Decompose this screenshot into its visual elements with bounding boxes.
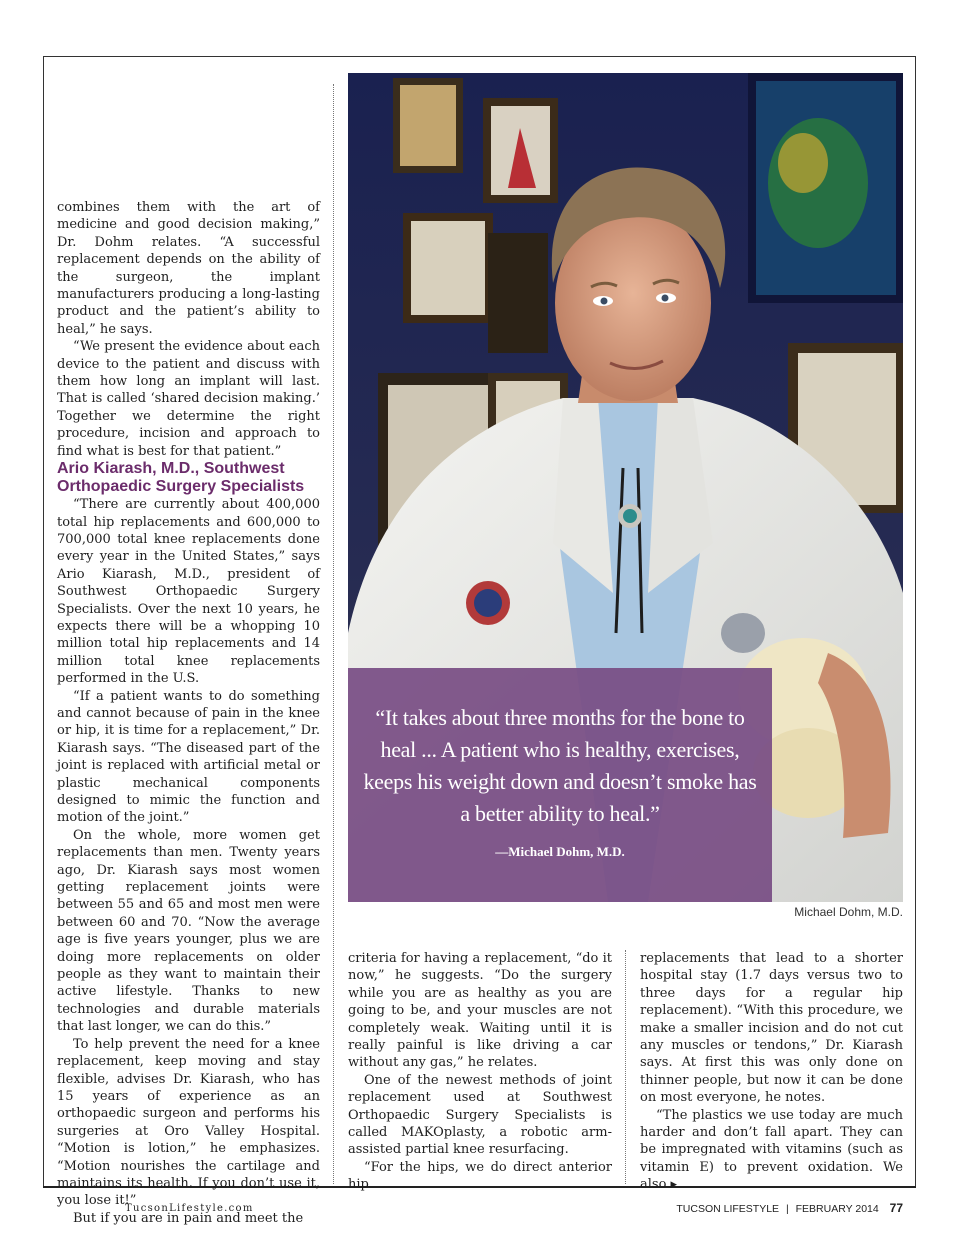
column-divider [625,950,626,1184]
body-paragraph: “We present the evidence about each device to the patient and discuss with them how long an implant will last. That is called ‘shared decision making.’ Together we determine the right procedure, incision and approach to find what is best for that patient.” [57,339,320,459]
frame-top-rule [43,56,916,57]
section-subhead: Ario Kiarash, M.D., Southwest Orthopaedic Surgery Specialists [57,460,305,496]
column-divider [333,84,334,1184]
body-paragraph: One of the newest methods of joint replacement used at Southwest Orthopaedic Surgery Specialists is called MAKOplasty, a robotic arm-assisted partial knee resurfacing. [348,1072,612,1158]
body-paragraph: combines them with the art of medicine and good decision making,” Dr. Dohm relates. “A successful replacement depends on the ability of the surgeon, the implant manufacturers producing a long-lasting product and the patient’s ability to heal,” he says. [57,200,320,337]
footer-separator: | [785,1203,789,1215]
body-paragraph: criteria for having a replacement, “do it now,” he suggests. “Do the surgery while you are as healthy as you are going to be, and your muscles are not completely weak. Waiting until it is really painful is like driving a car without any gas,” he relates. [348,951,612,1071]
pull-quote-text: “It takes about three months for the bone to heal ... A patient who is healthy, exercises, keeps his weight down and doesn’t smoke has a better ability to heal.” [363,705,757,826]
footer-magazine-name: TUCSON LIFESTYLE [676,1203,780,1215]
footer-folio [640,1201,903,1215]
body-paragraph: “The plastics we use today are much harder and don’t fall apart. They can be impregnated with vitamins (such as vitamin E) to prevent oxidation. We also ▸ [640,1107,903,1193]
body-paragraph: But if you are in pain and meet the [73,1210,304,1226]
frame-left-rule [43,56,44,1187]
pull-quote-box [348,668,772,902]
pull-quote-attribution: —Michael Dohm, M.D. [495,844,625,859]
body-paragraph: To help prevent the need for a knee replacement, keep moving and stay flexible, advises Dr. Kiarash, who has 15 years of experience as an orthopaedic surgeon and performs his surgeries at Oro Valley Hospital. “Motion is lotion,” he emphasizes. “Motion nourishes the cartilage and maintains its health. If you don’t use it, you lose it!” [57,1036,320,1209]
photo-caption: Michael Dohm, M.D. [794,905,903,919]
article-column-1 [57,199,320,1227]
body-paragraph: replacements that lead to a shorter hospital stay (1.7 days versus two to three days for a regular hip replacement). “With this procedure, we make a smaller incision and do not cut any muscles or tendons,” Dr. Kiarash says. At first this was only done on thinner people, but now it can be done on most everyone, he notes. [640,951,903,1106]
footer-website: TucsonLifestyle.com [125,1203,254,1214]
frame-right-rule [915,56,916,1187]
body-paragraph: “If a patient wants to do something and cannot because of pain in the knee or hip, it is time for a replacement,” Dr. Kiarash says. “The diseased part of the joint is replaced with artificial metal or plastic mechanical components designed to mimic the function and motion of the joint.” [57,688,320,826]
body-paragraph: “There are currently about 400,000 total hip replacements and 600,000 to 700,000 total knee replacements done every year in the United States,” says Ario Kiarash, M.D., president of Southwest Orthopaedic Surgery Specialists. Over the next 10 years, he expects there will be a whopping 10 million total hip replacements and 14 million total knee replacements performed in the U.S. [57,497,320,687]
footer-issue-date: FEBRUARY 2014 [795,1203,879,1215]
page-number: 77 [889,1201,903,1215]
body-paragraph: “For the hips, we do direct anterior hip [348,1159,612,1193]
article-column-2 [348,950,612,1194]
article-column-3 [640,950,903,1194]
body-paragraph: On the whole, more women get replacements than men. Twenty years ago, Dr. Kiarash says most women getting replacement joints were between 55 and 65 and most men were between 60 and 70. “Now the average age is five years younger, plus we are doing more replacements on older people as they want to maintain their active lifestyle. Thanks to new technologies and durable materials that last longer, we can do this.” [57,827,320,1035]
